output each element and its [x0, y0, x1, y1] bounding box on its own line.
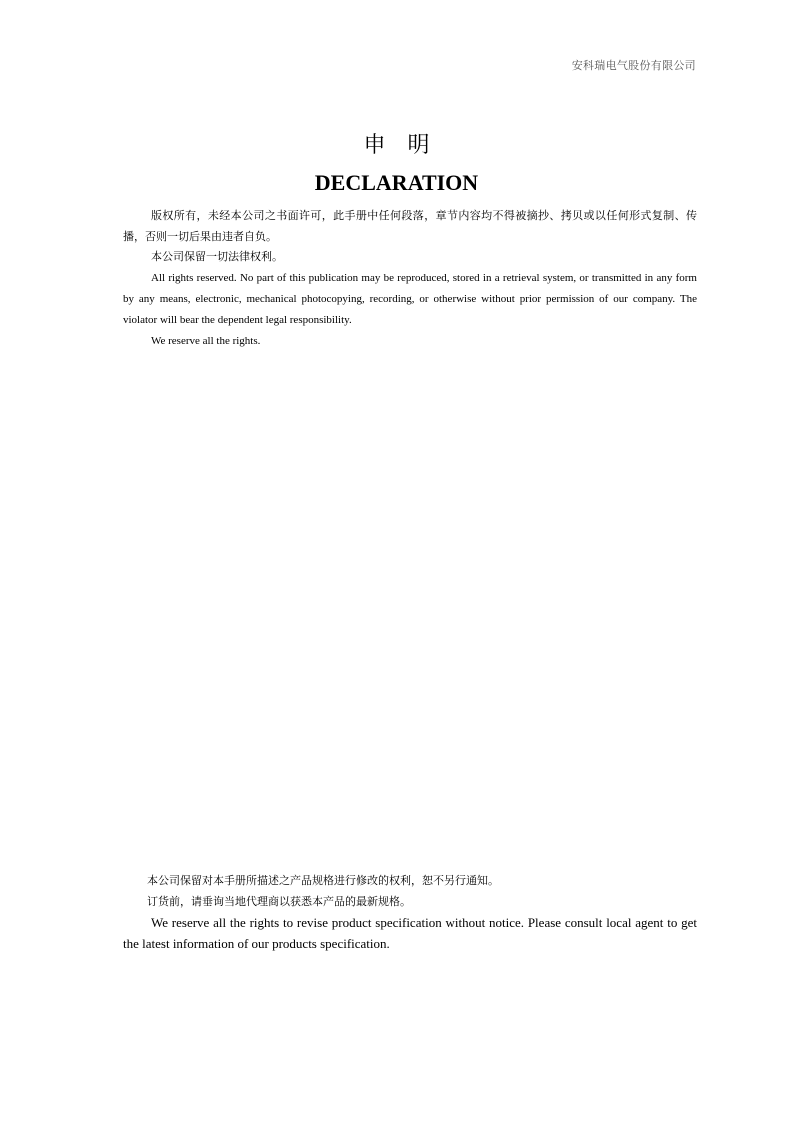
consult-notice-cn: 订货前，请垂询当地代理商以获悉本产品的最新规格。 [147, 895, 411, 908]
page-title-en: DECLARATION [314, 170, 479, 195]
copyright-paragraph-en: All rights reserved. No part of this publication may be reproduced, stored in a retrieval system, or transmitted in any form by any means, electronic, mechanical photocopying, recording, or otherwise without prior permission of our company. The violator will bear the dependent legal responsibility. [123, 271, 697, 326]
revise-notice-en: We reserve all the rights to revise product specification without notice. Please consult local agent to get the latest information of our products specification. [123, 915, 697, 951]
rights-paragraph-en: We reserve all the rights. [151, 334, 261, 347]
copyright-paragraph-cn: 版权所有，未经本公司之书面许可，此手册中任何段落，章节内容均不得被摘抄、拷贝或以任何形式复制、传播，否则一切后果由违者自负。 [123, 209, 697, 243]
notice-section [123, 870, 697, 954]
rights-paragraph-cn: 本公司保留一切法律权利。 [151, 250, 283, 263]
revise-notice-cn: 本公司保留对本手册所描述之产品规格进行修改的权利，恕不另行通知。 [147, 874, 499, 887]
declaration-section [123, 206, 697, 352]
company-name-header: 安科瑞电气股份有限公司 [571, 59, 696, 72]
page-title-cn: 申明 [363, 133, 452, 158]
